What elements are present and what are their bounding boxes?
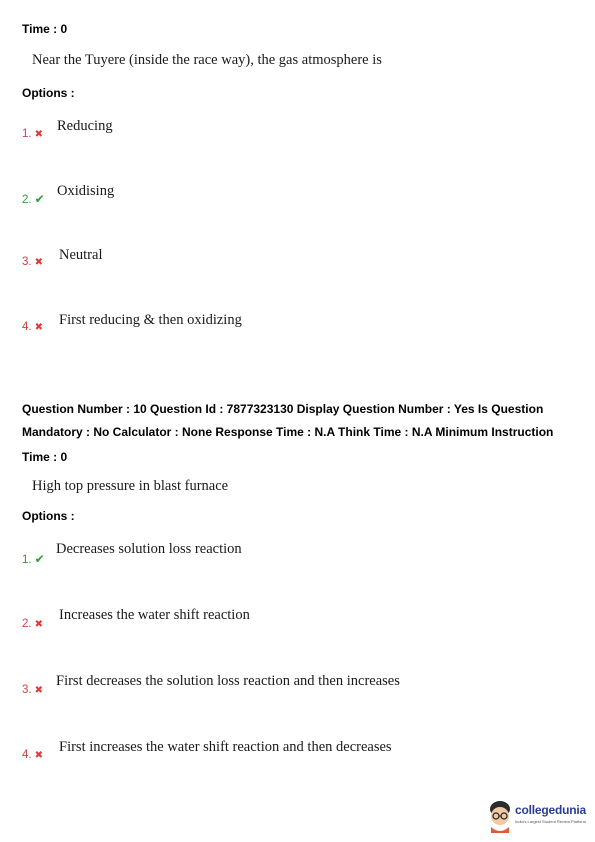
option-text: Increases the water shift reaction <box>59 607 250 623</box>
wrong-icon: ✖ <box>34 619 43 630</box>
logo-tagline: India's Largest Student Review Platform <box>515 819 587 824</box>
option-text: Decreases solution loss reaction <box>56 541 242 557</box>
option-number: 1. ✖ <box>22 128 43 140</box>
q10-options-label: Options : <box>22 509 75 523</box>
option-text: Reducing <box>57 118 113 134</box>
q10-meta-line-2: Mandatory : No Calculator : None Response Time : N.A Think Time : N.A Minimum Instruction <box>22 425 554 439</box>
wrong-icon: ✖ <box>34 685 43 696</box>
q10-time: Time : 0 <box>22 450 68 464</box>
correct-check-icon: ✔ <box>34 552 45 566</box>
wrong-icon: ✖ <box>34 750 43 761</box>
option-text: First increases the water shift reaction and then decreases <box>59 739 392 755</box>
option-number: 4. ✖ <box>22 321 43 333</box>
logo-wordmark: collegedunia <box>515 803 586 817</box>
option-number: 1. ✔ <box>22 552 45 566</box>
collegedunia-logo <box>487 797 595 837</box>
wrong-icon: ✖ <box>34 129 43 140</box>
wrong-icon: ✖ <box>34 322 43 333</box>
wrong-icon: ✖ <box>34 257 43 268</box>
q9-options-label: Options : <box>22 86 75 100</box>
mascot-icon <box>487 799 513 833</box>
q10-question-text: High top pressure in blast furnace <box>32 478 229 494</box>
option-number: 3. ✖ <box>22 684 43 696</box>
option-number: 4. ✖ <box>22 749 43 761</box>
option-number: 3. ✖ <box>22 256 43 268</box>
q10-meta-line-1: Question Number : 10 Question Id : 7877323130 Display Question Number : Yes Is Question <box>22 402 544 416</box>
option-text: Oxidising <box>57 183 115 199</box>
option-text: First reducing & then oxidizing <box>59 312 242 328</box>
option-number: 2. ✖ <box>22 618 43 630</box>
option-text: Neutral <box>59 247 103 263</box>
option-number: 2. ✔ <box>22 192 45 206</box>
q9-time: Time : 0 <box>22 22 68 36</box>
q9-question-text: Near the Tuyere (inside the race way), the gas atmosphere is <box>32 52 382 68</box>
option-text: First decreases the solution loss reaction and then increases <box>56 673 400 689</box>
correct-check-icon: ✔ <box>34 192 45 206</box>
